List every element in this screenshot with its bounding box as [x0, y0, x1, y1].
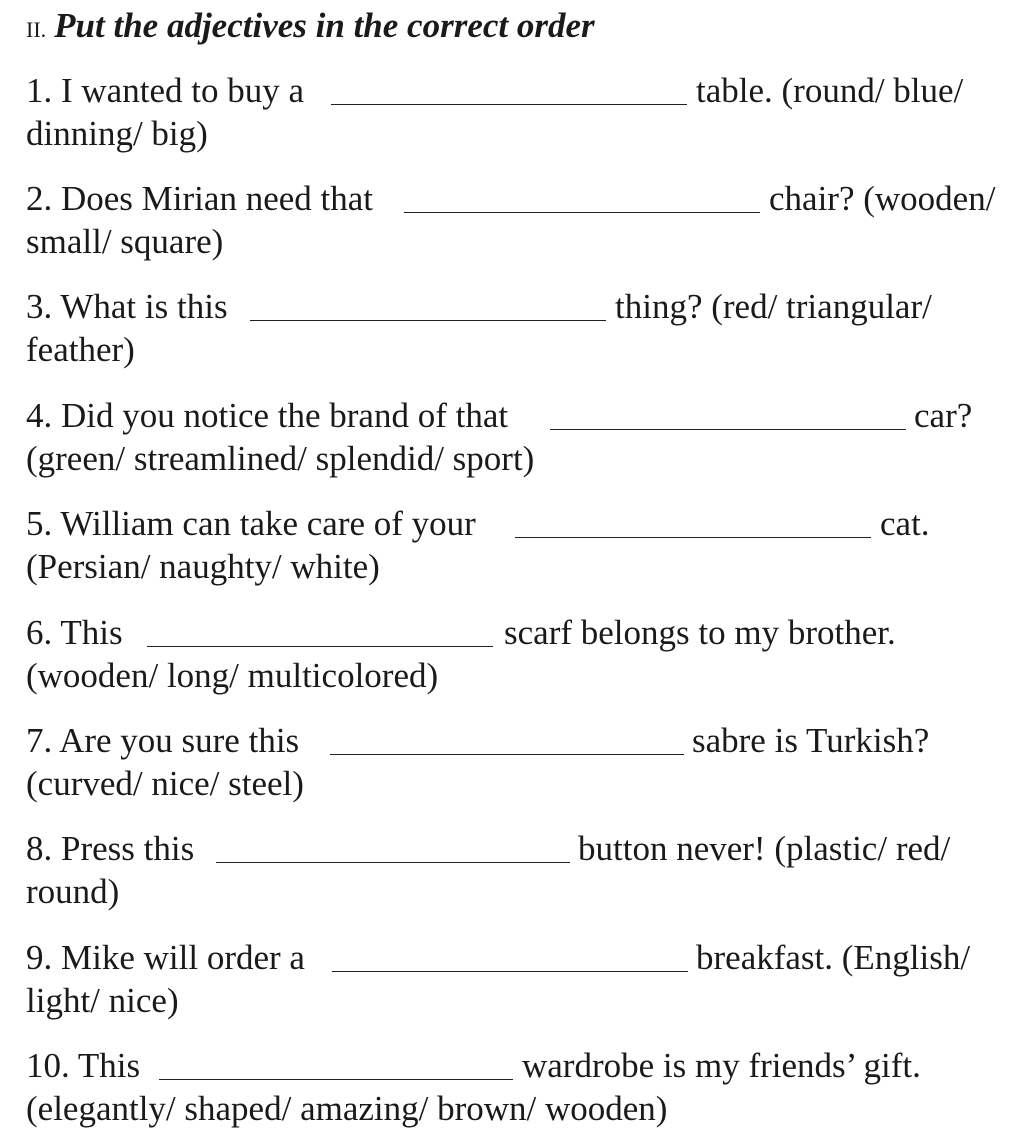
answer-blank[interactable]	[330, 754, 684, 755]
answer-blank[interactable]	[147, 646, 493, 647]
exercise-line-1	[26, 503, 476, 545]
exercise-line-2	[26, 980, 179, 1022]
exercise-options-continued: (curved/ nice/ steel)	[26, 764, 304, 803]
section-heading	[26, 4, 595, 55]
exercise-options: table. (round/ blue/	[696, 71, 964, 110]
exercise-line-2	[26, 655, 438, 697]
exercise-line-1	[26, 286, 228, 328]
exercise-options-continued: (elegantly/ shaped/ amazing/ brown/ wooden)	[26, 1089, 668, 1128]
exercise-text: 6. This	[26, 613, 123, 652]
exercise-line-2	[26, 329, 135, 371]
exercise-options-continued: light/ nice)	[26, 981, 179, 1020]
exercise-options: button never! (plastic/ red/	[578, 829, 951, 868]
exercise-text: 9. Mike will order a	[26, 938, 305, 977]
exercise-options: wardrobe is my friends’ gift.	[522, 1046, 921, 1085]
answer-blank[interactable]	[159, 1079, 513, 1080]
exercise-text: 10. This	[26, 1046, 141, 1085]
exercise-options-continued: small/ square)	[26, 222, 224, 261]
exercise-line-1	[26, 70, 304, 112]
exercise-line-2	[26, 871, 119, 913]
exercise-line-2	[26, 1088, 667, 1130]
exercise-line-1	[26, 612, 123, 654]
exercise-options-continued: (green/ streamlined/ splendid/ sport)	[26, 439, 535, 478]
exercise-text: 8. Press this	[26, 829, 195, 868]
exercise-options-continued: feather)	[26, 330, 135, 369]
answer-blank[interactable]	[331, 104, 687, 105]
exercise-text: 3. What is this	[26, 287, 228, 326]
exercise-options: cat.	[880, 504, 930, 543]
exercise-line-2	[26, 113, 208, 155]
exercise-line-1	[26, 720, 299, 762]
exercise-line-2	[26, 546, 380, 588]
exercise-options-continued: dinning/ big)	[26, 114, 208, 153]
answer-blank[interactable]	[216, 862, 570, 863]
answer-blank[interactable]	[550, 429, 906, 430]
answer-blank[interactable]	[332, 971, 688, 972]
exercise-options: sabre is Turkish?	[692, 721, 930, 760]
answer-blank[interactable]	[515, 537, 871, 538]
cropped-previous-line	[140, 0, 540, 2]
exercise-text: 1. I wanted to buy a	[26, 71, 304, 110]
answer-blank[interactable]	[404, 212, 760, 213]
exercise-line-1	[26, 395, 508, 437]
section-title: Put the adjectives in the correct order	[54, 6, 595, 45]
section-number: II.	[26, 17, 47, 42]
exercise-line-1	[26, 937, 305, 979]
exercise-options: breakfast. (English/	[696, 938, 971, 977]
exercise-text: 5. William can take care of your	[26, 504, 476, 543]
exercise-line-2	[26, 763, 304, 805]
exercise-text: 4. Did you notice the brand of that	[26, 396, 509, 435]
exercise-line-1	[26, 828, 194, 870]
answer-blank[interactable]	[250, 320, 606, 321]
exercise-text: 7. Are you sure this	[26, 721, 300, 760]
exercise-options: chair? (wooden/	[769, 179, 996, 218]
exercise-line-1	[26, 178, 373, 220]
exercise-line-2	[26, 438, 534, 480]
exercise-options: thing? (red/ triangular/	[615, 287, 932, 326]
exercise-options: scarf belongs to my brother.	[504, 613, 896, 652]
exercise-options-continued: (Persian/ naughty/ white)	[26, 547, 380, 586]
exercise-options: car?	[914, 396, 973, 435]
exercise-line-2	[26, 221, 223, 263]
exercise-text: 2. Does Mirian need that	[26, 179, 373, 218]
exercise-line-1	[26, 1045, 140, 1087]
exercise-options-continued: round)	[26, 872, 120, 911]
exercise-options-continued: (wooden/ long/ multicolored)	[26, 656, 439, 695]
